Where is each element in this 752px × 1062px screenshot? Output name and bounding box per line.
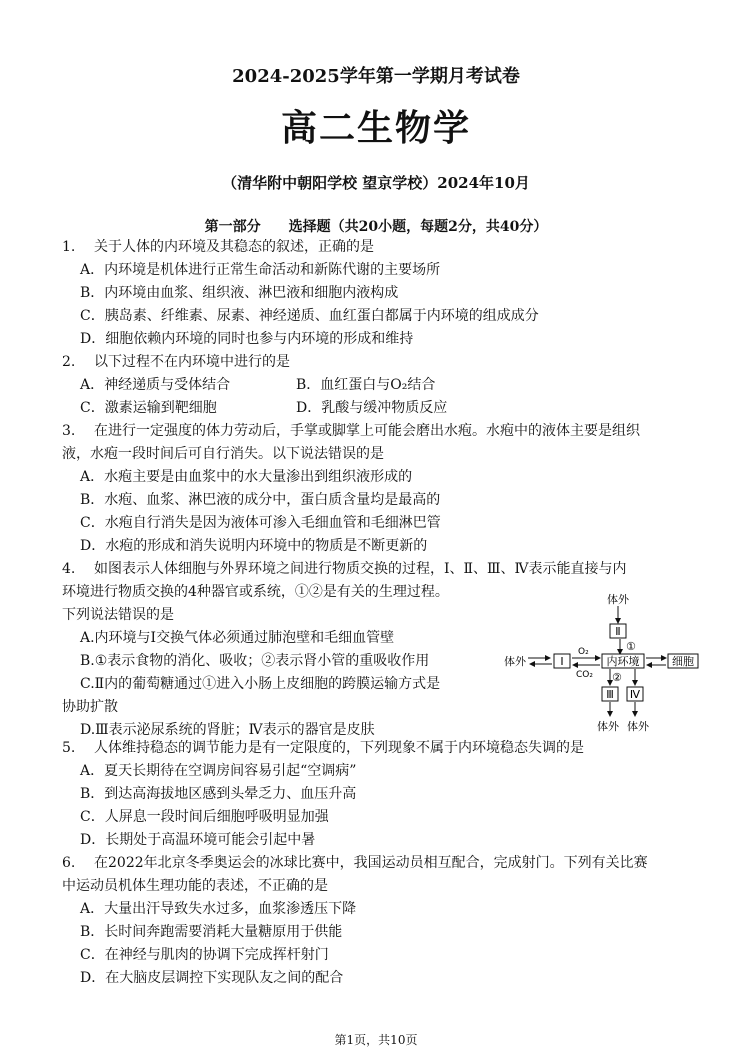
outside-top-label: 体外 [607,593,629,606]
q2-stem: 以下过程不在内环境中进行的是 [94,354,290,370]
q4-stem-line3: 下列说法错误的是 [62,607,174,623]
inner-environment-label: 内环境 [606,655,640,668]
subject-title: 高二生物学 [280,107,471,149]
q1-option-b: B．内环境由血浆、组织液、淋巴液和细胞内液构成 [80,285,399,301]
q4-option-a: A.内环境与Ⅰ交换气体必须通过肺泡壁和毛细血管壁 [80,630,395,646]
cell-label: 细胞 [672,655,694,668]
outside-left-label: 体外 [504,655,526,668]
outside-bottom-left-label: 体外 [597,720,619,733]
q4-number: 4. [62,561,76,577]
q5-option-d: D．长期处于高温环境可能会引起中暑 [80,832,316,848]
q4-option-d: D.Ⅲ表示泌尿系统的肾脏；Ⅳ表示的器官是皮肤 [80,722,375,738]
section-title: 第一部分 选择题（共20小题，每题2分，共40分） [204,219,548,235]
q3-option-d: D．水疱的形成和消失说明内环境中的物质是不断更新的 [80,538,428,554]
q2-option-d: D．乳酸与缓冲物质反应 [296,400,448,416]
q2-option-a: A．神经递质与受体结合 [80,377,231,393]
q6-option-d: D．在大脑皮层调控下实现队友之间的配合 [80,970,344,986]
school-date: （清华附中朝阳学校 望京学校）2024年10月 [222,174,530,192]
q1-number: 1. [62,239,76,255]
q1-option-a: A．内环境是机体进行正常生命活动和新陈代谢的主要场所 [80,262,441,278]
q4-option-c-cont: 协助扩散 [62,699,118,715]
o2-label: O₂ [578,647,589,657]
outside-bottom-right-label: 体外 [627,720,649,733]
q1-option-c: C．胰岛素、纤维素、尿素、神经递质、血红蛋白都属于内环境的组成成分 [80,308,539,324]
q5-number: 5. [62,740,76,756]
q3-number: 3. [62,423,76,439]
q5-stem: 人体维持稳态的调节能力是有一定限度的，下列现象不属于内环境稳态失调的是 [94,740,584,756]
q6-stem-line1: 在2022年北京冬季奥运会的冰球比赛中，我国运动员相互配合，完成射门。下列有关比赛 [94,855,648,871]
q4-stem-line2: 环境进行物质交换的4种器官或系统，①②是有关的生理过程。 [62,584,449,600]
process-2-label: ② [612,671,622,684]
page-footer: 第1页，共10页 [334,1033,418,1047]
q6-stem-line2: 中运动员机体生理功能的表述，不正确的是 [62,878,328,894]
q5-option-c: C．人屏息一段时间后细胞呼吸明显加强 [80,809,329,825]
q3-option-c: C．水疱自行消失是因为液体可渗入毛细血管和毛细淋巴管 [80,515,441,531]
q4-exchange-diagram [502,592,716,736]
q5-option-b: B．到达高海拔地区感到头晕乏力、血压升高 [80,786,357,802]
q6-option-b: B．长时间奔跑需要消耗大量糖原用于供能 [80,924,343,940]
q3-option-a: A．水疱主要是由血浆中的水大量渗出到组织液形成的 [80,469,413,485]
q3-option-b: B．水疱、血浆、淋巴液的成分中，蛋白质含量均是最高的 [80,492,441,508]
q5-option-a: A．夏天长期待在空调房间容易引起“空调病” [80,763,357,779]
exam-title: 2024-2025学年第一学期月考试卷 [232,66,520,87]
q4-option-c: C.Ⅱ内的葡萄糖通过①进入小肠上皮细胞的跨膜运输方式是 [80,676,441,692]
q2-option-c: C．激素运输到靶细胞 [80,400,217,416]
q6-number: 6. [62,855,76,871]
q6-option-c: C．在神经与肌肉的协调下完成挥杆射门 [80,947,329,963]
co2-label: CO₂ [576,670,593,680]
process-1-label: ① [626,640,636,653]
q1-stem: 关于人体的内环境及其稳态的叙述，正确的是 [94,239,374,255]
q1-option-d: D．细胞依赖内环境的同时也参与内环境的形成和维持 [80,331,414,347]
q2-number: 2. [62,354,76,370]
box-iii-label: Ⅲ [606,688,614,701]
q6-option-a: A．大量出汗导致失水过多，血浆渗透压下降 [80,901,357,917]
q2-option-b: B．血红蛋白与O₂结合 [296,377,436,393]
q3-stem-line1: 在进行一定强度的体力劳动后，手掌或脚掌上可能会磨出水疱。水疱中的液体主要是组织 [94,423,640,439]
box-i-label: Ⅰ [560,655,564,668]
box-ii-label: Ⅱ [615,625,621,638]
q4-option-b: B.①表示食物的消化、吸收；②表示肾小管的重吸收作用 [80,653,430,669]
q3-stem-line2: 液，水疱一段时间后可自行消失。以下说法错误的是 [62,446,384,462]
box-iv-label: Ⅳ [629,688,641,701]
q4-stem-line1: 如图表示人体细胞与外界环境之间进行物质交换的过程，Ⅰ、Ⅱ、Ⅲ、Ⅳ表示能直接与内 [94,561,627,577]
